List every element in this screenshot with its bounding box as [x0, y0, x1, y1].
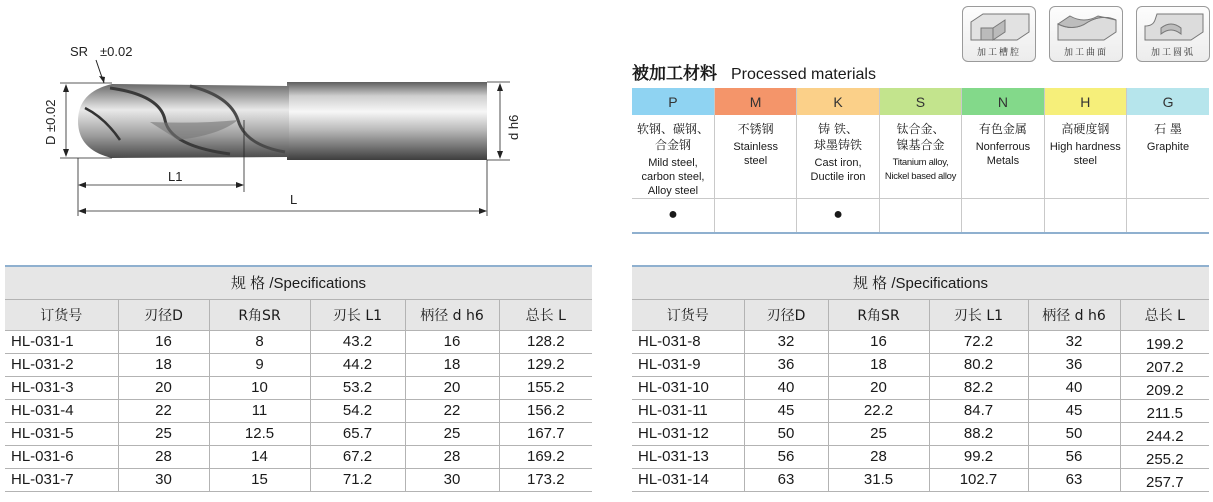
table-cell: 25 — [828, 422, 929, 445]
table-cell: 22 — [405, 399, 499, 422]
material-m: 不锈钢 Stainless steel — [714, 115, 796, 199]
table-cell: 80.2 — [929, 353, 1028, 376]
table-row — [632, 330, 1209, 353]
table-cell: 22.2 — [828, 399, 929, 422]
table-cell: 28 — [118, 445, 209, 468]
l1-dimension-label: L1 — [168, 169, 183, 184]
suitability-mark-h — [1044, 199, 1126, 233]
table-cell: 32 — [744, 330, 828, 353]
table-cell: 36 — [1028, 353, 1120, 376]
table-cell: 173.2 — [499, 468, 592, 491]
l-dimension-label: L — [290, 192, 298, 207]
table-cell: 211.5 — [1120, 399, 1209, 422]
spec-table-left — [5, 265, 592, 492]
table-cell: HL-031-11 — [632, 399, 744, 422]
table-cell: 18 — [828, 353, 929, 376]
table-cell: HL-031-10 — [632, 376, 744, 399]
suitability-mark-m — [714, 199, 796, 233]
table-cell: 20 — [118, 376, 209, 399]
suitability-mark-s — [879, 199, 961, 233]
table-cell: 99.2 — [929, 445, 1028, 468]
table-cell: 28 — [828, 445, 929, 468]
table-cell: 56 — [744, 445, 828, 468]
table-cell: 84.7 — [929, 399, 1028, 422]
material-p: 软钢、碳钢、 合金钢 Mild steel, carbon steel, Alloy steel — [632, 115, 714, 199]
table-cell: 199.2 — [1120, 330, 1209, 353]
material-g: 石 墨 Graphite — [1127, 115, 1209, 199]
table-cell: 54.2 — [310, 399, 405, 422]
table-cell: 44.2 — [310, 353, 405, 376]
material-code-p: P — [632, 88, 714, 115]
col-order-no: 订货号 — [632, 299, 744, 330]
col-diameter: 刃径D — [118, 299, 209, 330]
table-cell: HL-031-12 — [632, 422, 744, 445]
table-cell: 18 — [118, 353, 209, 376]
col-shank-dia: 柄径 d h6 — [1028, 299, 1120, 330]
table-row — [5, 399, 592, 422]
surface-milling-icon — [1049, 6, 1123, 62]
fillet-milling-icon — [1136, 6, 1210, 62]
col-overall-length: 总长 L — [499, 299, 592, 330]
table-cell: 45 — [1028, 399, 1120, 422]
operation-icons — [962, 6, 1210, 62]
materials-title-cn: 被加工材料 — [632, 64, 717, 84]
table-cell: HL-031-9 — [632, 353, 744, 376]
table-cell: 129.2 — [499, 353, 592, 376]
table-cell: 209.2 — [1120, 376, 1209, 399]
material-code-s: S — [879, 88, 961, 115]
material-s: 钛合金、 镍基合金 Titanium alloy, Nickel based alloy — [879, 115, 961, 199]
table-cell: 25 — [118, 422, 209, 445]
material-k: 铸 铁、 球墨铸铁 Cast iron, Ductile iron — [797, 115, 879, 199]
table-cell: HL-031-14 — [632, 468, 744, 491]
table-cell: 31.5 — [828, 468, 929, 491]
material-code-n: N — [962, 88, 1044, 115]
material-h: 高硬度钢 High hardness steel — [1044, 115, 1126, 199]
material-n: 有色金属 Nonferrous Metals — [962, 115, 1044, 199]
table-cell: HL-031-1 — [5, 330, 118, 353]
table-cell: 36 — [744, 353, 828, 376]
tool-flute-body — [78, 84, 289, 158]
material-code-m: M — [714, 88, 796, 115]
table-cell: 82.2 — [929, 376, 1028, 399]
table-cell: 244.2 — [1120, 422, 1209, 445]
table-cell: HL-031-7 — [5, 468, 118, 491]
col-diameter: 刃径D — [744, 299, 828, 330]
op-label-fillet: 加工圆弧 — [1150, 48, 1195, 58]
table-row — [632, 468, 1209, 491]
spec-title: 规 格 /Specifications — [632, 266, 1209, 299]
table-cell: 20 — [828, 376, 929, 399]
table-cell: 65.7 — [310, 422, 405, 445]
materials-title-en: Processed materials — [731, 66, 876, 83]
table-cell: 18 — [405, 353, 499, 376]
table-row — [5, 468, 592, 491]
table-cell: 88.2 — [929, 422, 1028, 445]
table-cell: 257.7 — [1120, 468, 1209, 491]
table-cell: 155.2 — [499, 376, 592, 399]
table-cell: HL-031-8 — [632, 330, 744, 353]
table-row — [5, 353, 592, 376]
table-cell: 8 — [209, 330, 310, 353]
col-flute-length: 刃长 L1 — [310, 299, 405, 330]
material-code-g: G — [1127, 88, 1209, 115]
table-row — [5, 376, 592, 399]
table-cell: 72.2 — [929, 330, 1028, 353]
table-cell: 102.7 — [929, 468, 1028, 491]
slot-milling-icon — [962, 6, 1036, 62]
col-overall-length: 总长 L — [1120, 299, 1209, 330]
table-cell: 30 — [118, 468, 209, 491]
table-row — [5, 445, 592, 468]
table-cell: HL-031-3 — [5, 376, 118, 399]
suitability-mark-n — [962, 199, 1044, 233]
table-cell: HL-031-13 — [632, 445, 744, 468]
tool-shank — [287, 82, 487, 160]
table-row — [5, 330, 592, 353]
table-cell: 128.2 — [499, 330, 592, 353]
table-cell: 43.2 — [310, 330, 405, 353]
suitability-mark-p: ● — [632, 199, 714, 233]
table-cell: 25 — [405, 422, 499, 445]
spec-table-right — [632, 265, 1209, 492]
table-cell: 15 — [209, 468, 310, 491]
table-row — [632, 399, 1209, 422]
materials-title — [632, 59, 876, 84]
table-cell: HL-031-4 — [5, 399, 118, 422]
table-row — [632, 353, 1209, 376]
col-radius: R角SR — [828, 299, 929, 330]
table-row — [632, 376, 1209, 399]
material-code-k: K — [797, 88, 879, 115]
table-row — [632, 422, 1209, 445]
table-cell: 169.2 — [499, 445, 592, 468]
table-cell: HL-031-5 — [5, 422, 118, 445]
materials-table — [632, 88, 1209, 234]
table-cell: 20 — [405, 376, 499, 399]
table-cell: 40 — [1028, 376, 1120, 399]
table-cell: 50 — [1028, 422, 1120, 445]
table-cell: 50 — [744, 422, 828, 445]
table-cell: 53.2 — [310, 376, 405, 399]
table-cell: 16 — [405, 330, 499, 353]
table-cell: 207.2 — [1120, 353, 1209, 376]
d-dimension-label: D ±0.02 — [43, 99, 58, 145]
table-cell: HL-031-6 — [5, 445, 118, 468]
spec-title: 规 格 /Specifications — [5, 266, 592, 299]
table-cell: 30 — [405, 468, 499, 491]
table-cell: 28 — [405, 445, 499, 468]
col-shank-dia: 柄径 d h6 — [405, 299, 499, 330]
sr-arrow — [99, 76, 105, 83]
suitability-mark-k: ● — [797, 199, 879, 233]
op-label-slot: 加工槽腔 — [976, 48, 1021, 58]
table-cell: 14 — [209, 445, 310, 468]
col-radius: R角SR — [209, 299, 310, 330]
ball-end-mill-drawing — [0, 0, 600, 230]
table-cell: 16 — [828, 330, 929, 353]
table-cell: 255.2 — [1120, 445, 1209, 468]
table-cell: 63 — [744, 468, 828, 491]
table-cell: 12.5 — [209, 422, 310, 445]
table-cell: 9 — [209, 353, 310, 376]
table-cell: 156.2 — [499, 399, 592, 422]
material-code-h: H — [1044, 88, 1126, 115]
dh6-dimension-label: d h6 — [506, 114, 521, 140]
sr-tolerance: ±0.02 — [100, 44, 133, 59]
table-cell: 22 — [118, 399, 209, 422]
table-cell: 40 — [744, 376, 828, 399]
suitability-mark-g — [1127, 199, 1209, 233]
sr-label: SR — [70, 44, 89, 59]
table-cell: HL-031-2 — [5, 353, 118, 376]
table-cell: 167.7 — [499, 422, 592, 445]
table-cell: 32 — [1028, 330, 1120, 353]
table-cell: 67.2 — [310, 445, 405, 468]
table-cell: 45 — [744, 399, 828, 422]
table-cell: 11 — [209, 399, 310, 422]
table-cell: 71.2 — [310, 468, 405, 491]
op-label-surface: 加工曲面 — [1063, 48, 1108, 58]
table-row — [632, 445, 1209, 468]
table-cell: 16 — [118, 330, 209, 353]
table-row — [5, 422, 592, 445]
table-cell: 10 — [209, 376, 310, 399]
col-order-no: 订货号 — [5, 299, 118, 330]
table-cell: 63 — [1028, 468, 1120, 491]
table-cell: 56 — [1028, 445, 1120, 468]
col-flute-length: 刃长 L1 — [929, 299, 1028, 330]
